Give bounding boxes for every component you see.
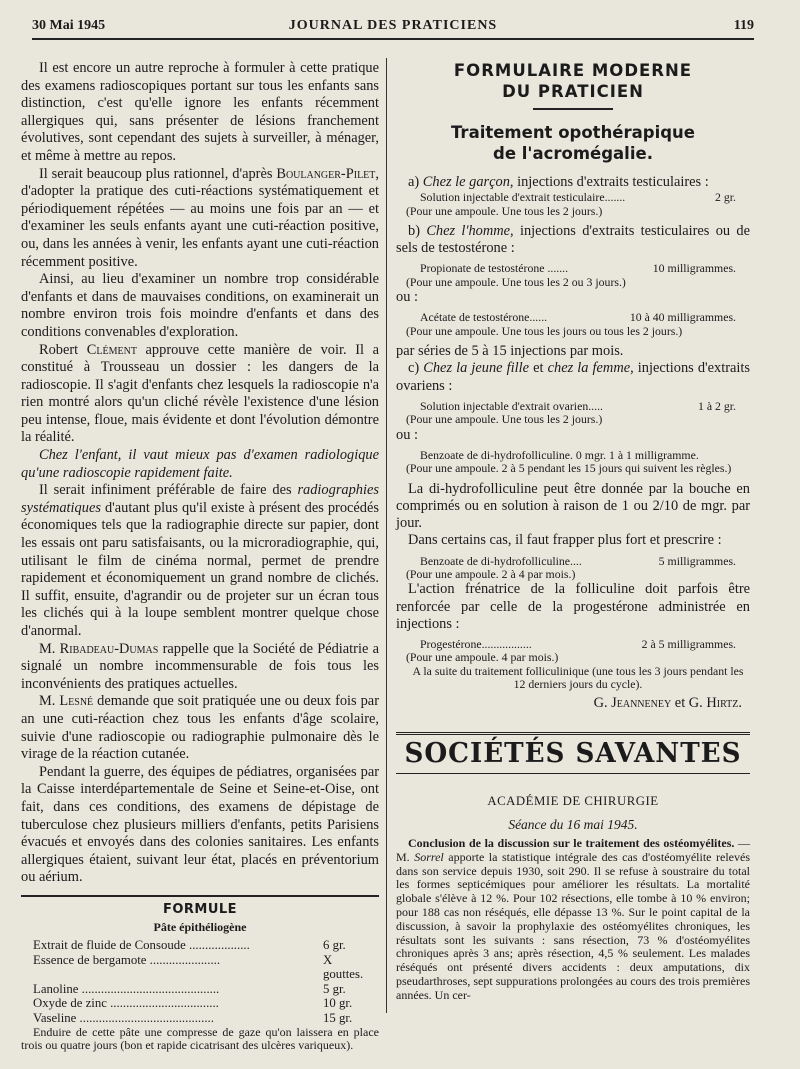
dose-note: (Pour une ampoule. Une tous les 2 jours.) [406,203,603,218]
paragraph: Conclusion de la discussion sur le traitement des ostéomyélites. — M. Sorrel apporte la statistique intégrale des cas d'ostéomyélite relevés dans son service depuis 1930, soit 290. Il se refuse à soustraire du total les formes septicémiques pour améliorer les résultats. La mortalité globale s'élève à 12 %. Pour 102 résections, elle tombe à 10 % environ; pour 188 cas non réséqués, elle dépasse 13 %. Sur le point capital de la discussion, à savoir la prophylaxie des ostéomyélites chroniques, les résultats sont les suivants : sans résection, 73 % d'ostéomyélites chroniques après 3 ans; après résection, 4,5 % seulement. Les malades réséqués ont présenté divers accidents : deux amputations, dix pseudarthroses, sept suppurations prolongées au cours des trois premières années. Un cer- [396,836,751,1002]
dose-note: (Pour une ampoule. Une tous les 2 ou 3 jours.) [406,274,626,289]
paragraph: Pendant la guerre, des équipes de pédiatres, organisées par la Caisse interdépartementale de Seine et Seine-et-Oise, ont fait, dans ces conditions, des examens de dépistage de tuberculose chez plusieurs milliers d'enfants, petits Parisiens évacués et envoyés dans des colonies sanitaires. Les enfants allergiques étaient, suivant leur état, placés en préventorium ou aérium. [21,763,379,886]
academy-title: ACADÉMIE DE CHIRURGIE [487,794,659,808]
author-name: Lesné [59,693,94,710]
dose-line: Solution injectable d'extrait ovarien..... 1 à 2 gr. [420,398,736,413]
paragraph: Dans certains cas, il faut frapper plus fort et prescrire : [408,532,722,549]
double-rule [396,732,750,735]
societes-section [396,732,750,1003]
title-rule [533,108,613,110]
dose-note: (Pour une ampoule. 2 à 5 pendant les 15 jours qui suivent les règles.) [406,461,732,476]
double-rule [396,773,750,774]
recipe-item: Essence de bergamote ...................... X gouttes. [33,952,364,982]
journal-name: JOURNAL DES PRATICIENS [288,18,498,33]
dose-note: A la suite du traitement folliculinique (une tous les 3 jours pendant les 12 derniers jours du cycle). [412,663,744,692]
recipe-note: Enduire de cette pâte une compresse de gaze qu'on laissera en place trois ou quatre jours (bon et rapide cicatrisant des ulcères variqueux). [21,1024,379,1053]
paragraph: M. Lesné demande que soit pratiquée une ou deux fois par an une cuti-réaction chez tous les enfants d'âge scolaire, suivie d'une radioscopie ou radiographie pulmonaire dès le virage de la réaction cutanée. [21,693,379,763]
paragraph: M. Ribadeau-Dumas rappelle que la Société de Pédiatrie a signalé un nombre incommensurable de fois tous les inconvénients des pratiques actuelles. [21,640,379,692]
formule-subtitle: Pâte épithéliogène [153,919,247,934]
right-column [396,60,750,712]
formule-title: FORMULE [162,901,238,917]
dose-line: Propionate de testostérone ....... 10 milligrammes. [420,261,736,276]
page-number: 119 [733,18,754,33]
series-line: par séries de 5 à 15 injections par mois. [396,343,624,360]
paragraph: Il serait infiniment préférable de faire des radiographies systématiques d'autant plus qu'il existe à présent des procédés économiques tels que la radiographie directe sur papier, dont les essais ont paru satisfaisants, ou la microradiographie, qui, utilisant le film de cinéma normal, permet de prendre rapidement et économiquement un grand nombre de clichés. Il suffit, ensuite, d'agrandir ou de projeter sur un écran tous les clichés qui à la loupe semblent montrer quelque chose d'anormal. [21,482,379,639]
author-name: Boulanger-Pilet [276,165,376,182]
author-name: Clément [86,341,137,358]
societes-title: SOCIÉTÉS SAVANTES [404,738,742,769]
dose-line: Progestérone................. 2 à 5 milligrammes. [420,636,736,651]
dose-line: Benzoate de di-hydrofolliculine.... 5 milligrammes. [420,553,736,568]
author-name: Ribadeau-Dumas [59,640,159,657]
paragraph: L'action frénatrice de la folliculine doit parfois être renforcée par celle de la progestérone administrée en injections : [396,581,750,632]
section-b: b) Chez l'homme, injections d'extraits testiculaires ou de sels de testostérone : [396,223,750,257]
academy-report [396,837,750,1003]
or-label: ou : [396,426,418,443]
signature: G. Jeanneney et G. Hirtz. [593,694,742,711]
paragraph: Ainsi, au lieu d'examiner un nombre trop considérable d'enfants et dans de mauvaises conditions, on examinerait un nombre environ trois fois moindre d'enfants et dans des conditions convenables d'exploration. [21,271,379,340]
left-column [21,60,379,1053]
dose-line: Acétate de testostérone...... 10 à 40 milligrammes. [420,310,736,325]
dose-note: (Pour une ampoule. Une tous les jours ou tous les 2 jours.) [406,323,683,338]
paragraph: Il est encore un autre reproche à formuler à cette pratique des examens radioscopiques portant sur tous les enfants sans distinction, c'est qu'elle ignore les enfants récemment allergiques qui, sans présenter de lésions franchement évolutives, sont cependant des sujets à surveiller, à ménager, et même à mettre au repos. [21,60,379,164]
recipe [21,938,379,1053]
issue-date: 30 Mai 1945 [32,18,106,33]
section-a: a) Chez le garçon, injections d'extraits testiculaires : [408,174,709,190]
paragraph: Il serait beaucoup plus rationnel, d'après Boulanger-Pilet, d'adopter la pratique des cuti-réactions systématiquement et périodiquement répétées — au moins une fois par an — et d'examiner les seuls enfants ayant une cuti-réaction positive, ou, dans les années à venir, les enfants ayant une cuti-réaction récemment positive. [21,165,379,270]
formule-box [21,895,379,1053]
formulaire-subtitle: Traitement opothérapique de l'acromégalie. [450,123,695,163]
column-divider [386,58,387,1013]
dose-note: (Pour une ampoule. 2 à 4 par mois.) [406,566,576,581]
dose-line: Benzoate de di-hydrofolliculine. 0 mgr. 1 à 1 milligramme. [420,447,699,462]
page-header [32,14,754,40]
dose-note: (Pour une ampoule. 4 par mois.) [406,650,559,665]
session-date: Séance du 16 mai 1945. [508,817,638,832]
dose-note: (Pour une ampoule. Une tous les 2 jours.) [406,412,603,427]
section-c: c) Chez la jeune fille et chez la femme, injections d'extraits ovariens : [396,360,750,394]
paragraph: La di-hydrofolliculine peut être donnée par la bouche en comprimés ou en solution à raison de 1 ou 2/10 de mgr. par jour. [396,480,750,532]
recipe-item: Vaseline .......................................... 15 gr. [33,1011,353,1026]
paragraph-italic: Chez l'enfant, il vaut mieux pas d'examen radiologique qu'une radioscopie rapidement faite. [21,447,379,481]
or-label: ou : [396,289,418,306]
paragraph: Robert Clément approuve cette manière de voir. Il a constitué à Trousseau un dossier : les dangers de la radioscopie. Il s'agit d'enfants chez lesquels la radioscopie n'a rien montré alors qu'un cliché révèle l'existence d'une lésion peu intense, floue, mais évidente et dont l'évolution démontre la réalité. [21,341,379,446]
formulaire-title: FORMULAIRE MODERNE DU PRATICIEN [453,61,693,101]
recipe-item: Lanoline ........................................... 5 gr. [33,981,346,996]
recipe-item: Oxyde de zinc .................................. 10 gr. [33,996,353,1011]
recipe-item: Extrait de fluide de Consoude ................... 6 gr. [33,938,346,953]
dose-line: Solution injectable d'extrait testiculaire....... 2 gr. [420,190,736,205]
